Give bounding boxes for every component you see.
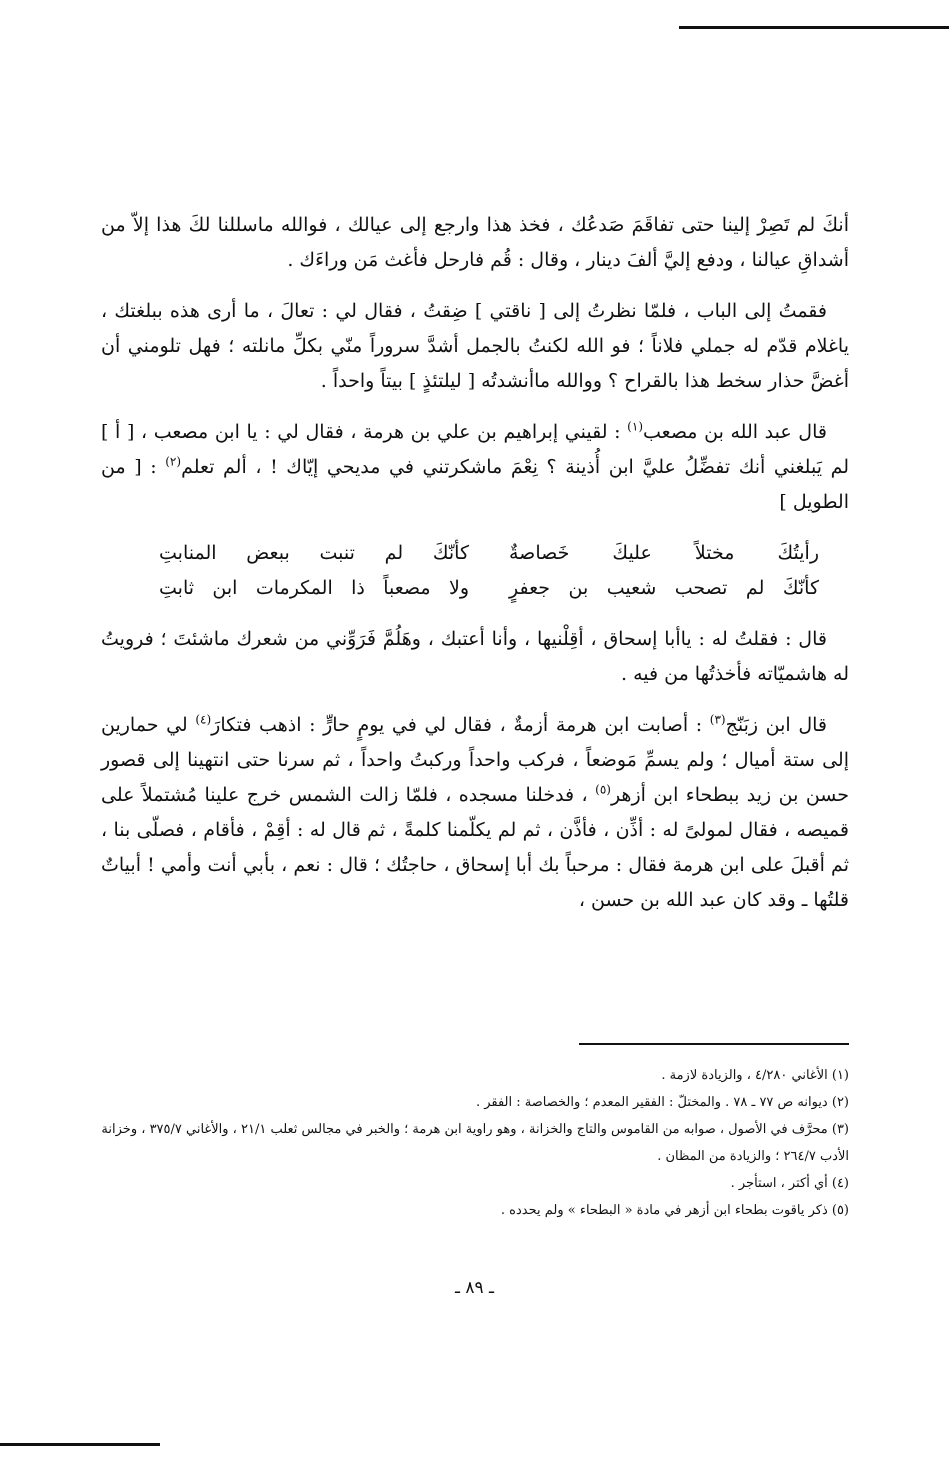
footnote-ref-1: (١) (627, 419, 643, 434)
footnote-2: (٢) ديوانه ص ٧٧ ـ ٧٨ . والمختلّ : الفقير المعدم ؛ والخصاصة : الفقر . (475, 1095, 849, 1110)
poem-verse-1-first-half: رأيتُكَ مختلاً عليكَ خَصاصةٌ (509, 542, 819, 564)
top-rule (679, 26, 949, 29)
poem-verse-2-first-half: كأنّكَ لم تصحب شعيب بن جعفرٍ (509, 577, 819, 599)
footnote-3: (٣) محرَّف في الأصول ، صوابه من القاموس والتاج والخزانة ، وهو راوية ابن هرمة ؛ والخبر في مجالس ثعلب ٢١/١ ، والأغاني ٣٧٥/٧ ، وخزانة الأدب ٢٦٤/٧ ؛ والزيادة من المظان . (101, 1122, 849, 1164)
poem-verse-2-second-half: ولا مصعباً ذا المكرمات ابن ثابتِ (159, 577, 469, 599)
poem-verse-1-second-half: كأنّكَ لم تنبت ببعض المنابتِ (159, 542, 469, 564)
paragraph-1: أنكَ لم تَصِرْ إلينا حتى تفاقَمَ صَدعُك ، فخذ هذا وارجع إلى عيالك ، فوالله ماسللنا لكَ هذا إلاّ من أشداقِ عيالنا ، ودفع إليَّ ألفَ دينار ، وقال : قُم فارحل فأغث مَن وراءَك . (101, 214, 849, 271)
paragraph-5 (101, 708, 849, 918)
paragraph-5-part-a: قال ابن زبَنّج (725, 714, 828, 736)
footnote-ref-2: (٢) (165, 454, 182, 469)
paragraph-3-part-b: : لقيني إبراهيم بن علي بن هرمة ، فقال لي : يا ابن مصعب ، [ أ ] لم يَبلغني أنك تفضِّلُ عليَّ ابن أُذينة ؟ نِعْمَ ماشكرتني في مديحي إيّاك ! ، ألم تعلم (101, 421, 850, 478)
footnote-4: (٤) أي أكتر ، استأجر . (730, 1176, 849, 1191)
footnote-separator (579, 1043, 849, 1045)
paragraph-2: فقمتُ إلى الباب ، فلمّا نظرتُ إلى [ ناقتي ] ضِقتُ ، فقال لي : تعالَ ، ما أرى هذه ببلغتك ، ياغلام قدّم له جملي فلاناً ؛ فو الله لكنتُ بالجمل أشدَّ سروراً منّي بكلِّ مانلته ؛ فهل تلومني أن أغضَّ حذار سخط هذا بالقراح ؟ ووالله ماأنشدتُه [ ليلتئذٍ ] بيتاً واحداً . (101, 300, 849, 392)
main-text (101, 208, 849, 934)
bottom-rule (0, 1443, 160, 1446)
footnote-5: (٥) ذكر ياقوت بطحاء ابن أزهر في مادة « البطحاء » ولم يحدده . (500, 1203, 849, 1218)
paragraph-5-part-d: ، فدخلنا مسجده ، فلمّا زالت الشمس خرج علينا مُشتملاً على قميصه ، فقال لمولىً له : أذِّن ، فأذَّن ، ثم لم يكلّمنا كلمةً ، ثم قال له : أقِمْ ، فأقام ، فصلّى بنا ، ثم أقبلَ على ابن هرمة فقال : مرحباً بك أبا إسحاق ، حاجتُك ؛ قال : نعم ، بأبي أنت وأمي ! أبياتٌ قلتُها ـ وقد كان عبد الله بن حسن ، (101, 784, 849, 911)
footnote-1: (١) الأغاني ٤/٢٨٠ ، والزيادة لازمة . (661, 1068, 849, 1083)
footnote-ref-3: (٣) (709, 712, 726, 727)
poem-verse-2 (101, 571, 819, 606)
paragraph-4: قال : فقلتُ له : ياأبا إسحاق ، أقِلْنيها ، وأنا أعتبك ، وهَلُمَّ فَرَوِّني من شعرك ماشئتَ ؛ فرويتُ له هاشميّاته فأخذتُها من فيه . (101, 628, 849, 685)
poem (101, 536, 849, 606)
paragraph-5-part-c: لي حمارين إلى ستة أميال ؛ ولم يسمِّ مَوضعاً ، فركب واحداً وركبتُ واحداً ، ثم سرنا حتى انتهينا إلى قصور حسن بن زيد ببطحاء ابن أزهر (101, 714, 849, 806)
footnote-ref-4: (٤) (195, 712, 212, 727)
paragraph-5-part-b: : أصابت ابن هرمة أزمةٌ ، فقال لي في يومٍ حارٍّ : اذهب فتكارَ (211, 714, 710, 736)
paragraph-3-part-c: : [ من الطويل ] (101, 456, 849, 513)
paragraph-3-part-a: قال عبد الله بن مصعب (643, 421, 827, 443)
poem-verse-1 (101, 536, 819, 571)
page-number: ـ ٨٩ ـ (454, 1278, 495, 1298)
footnotes (101, 1062, 849, 1224)
paragraph-3 (101, 415, 849, 520)
footnote-ref-5: (٥) (595, 782, 611, 797)
